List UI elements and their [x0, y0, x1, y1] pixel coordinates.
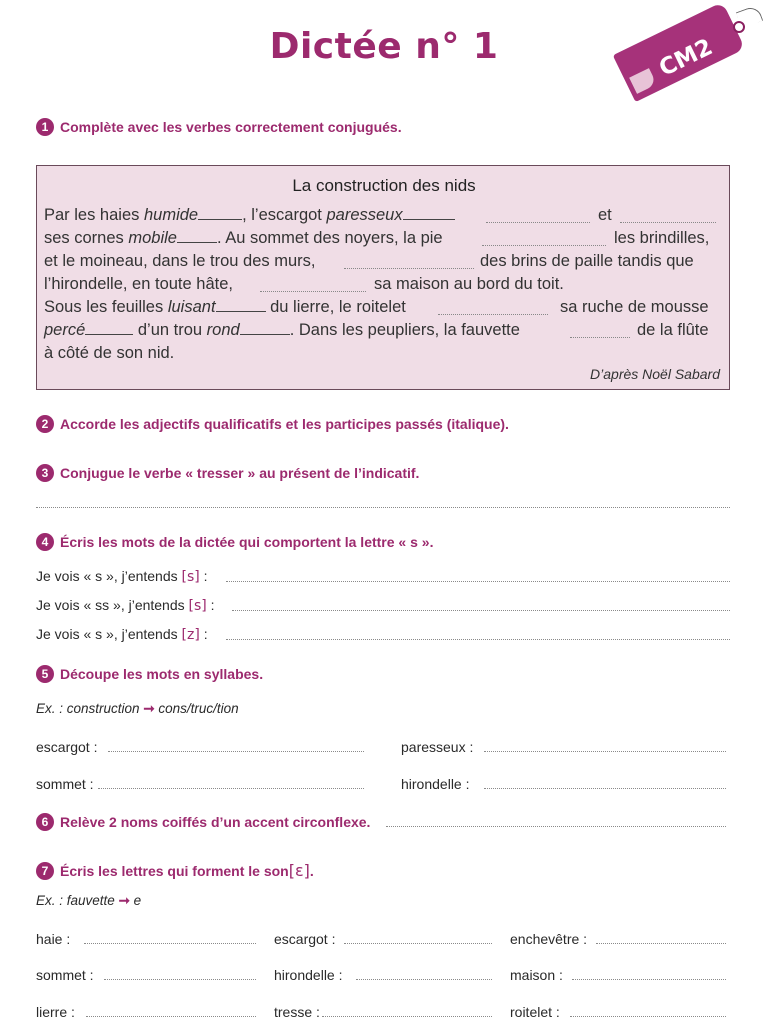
verb-blank[interactable]	[260, 279, 366, 292]
question-5	[36, 665, 263, 683]
line-label: Je vois « s », j’entends	[36, 568, 182, 584]
word-label: hirondelle :	[401, 776, 470, 792]
tag-hole	[733, 21, 745, 33]
example	[36, 893, 141, 909]
verb-blank[interactable]	[438, 302, 548, 315]
s-line-3	[36, 626, 208, 643]
question-text: Accorde les adjectifs qualificatifs et les participes passés (italique).	[60, 416, 509, 432]
question-number: 5	[36, 665, 54, 683]
answer-line[interactable]	[232, 610, 730, 611]
text-line-7: à côté de son nid.	[44, 344, 175, 362]
text-line-1	[44, 206, 455, 225]
ending-blank[interactable]	[177, 230, 217, 243]
italic-word: paresseux	[326, 206, 403, 224]
question-number: 7	[36, 862, 54, 880]
answer-line[interactable]	[108, 751, 364, 752]
text-segment: les brindilles,	[614, 229, 710, 247]
question-2	[36, 415, 509, 433]
ending-blank[interactable]	[85, 322, 133, 335]
example-answer: e	[133, 893, 142, 908]
verb-blank[interactable]	[482, 233, 606, 246]
text-segment: d’un trou	[133, 321, 207, 339]
line-colon: :	[199, 568, 208, 584]
text-segment: de la flûte	[637, 321, 709, 339]
example-answer: cons/truc/tion	[158, 701, 239, 716]
answer-line[interactable]	[572, 979, 726, 980]
ending-blank[interactable]	[240, 322, 290, 335]
example-word: Ex. : fauvette	[36, 893, 115, 908]
word-label: paresseux :	[401, 739, 474, 755]
line-label: Je vois « ss », j’entends	[36, 597, 189, 613]
line-label: Je vois « s », j’entends	[36, 626, 182, 642]
text-segment: . Dans les peupliers, la fauvette	[289, 321, 520, 339]
answer-line[interactable]	[226, 581, 730, 582]
question-7	[36, 861, 314, 880]
question-number: 4	[36, 533, 54, 551]
text-segment: Sous les feuilles	[44, 298, 168, 316]
arrow-icon: ➞	[118, 893, 130, 908]
phoneme: [z]	[181, 627, 200, 643]
verb-blank[interactable]	[486, 210, 590, 223]
text-segment: du lierre, le roitelet	[265, 298, 406, 316]
question-1	[36, 118, 402, 136]
word-label: enchevêtre :	[510, 931, 588, 947]
question-text: Découpe les mots en syllabes.	[60, 666, 264, 682]
answer-line[interactable]	[84, 943, 256, 944]
answer-line[interactable]	[484, 751, 726, 752]
text-segment: , l’escargot	[242, 206, 327, 224]
phoneme: [ɛ]	[288, 861, 310, 880]
question-number: 1	[36, 118, 54, 136]
text-line-2	[44, 229, 443, 248]
question-text: Écris les mots de la dictée qui comportent la lettre « s ».	[60, 534, 434, 550]
answer-line[interactable]	[596, 943, 726, 944]
ending-blank[interactable]	[216, 299, 266, 312]
dictation-title: La construction des nids	[292, 176, 476, 195]
text-segment: ses cornes	[44, 229, 129, 247]
word-label: sommet :	[36, 776, 94, 792]
question-end: .	[309, 862, 314, 879]
word-label: roitelet :	[510, 1004, 560, 1020]
question-number: 6	[36, 813, 54, 831]
word-label: hirondelle :	[274, 967, 343, 983]
word-label: sommet :	[36, 967, 94, 983]
grade-tag-label: CM2	[655, 34, 717, 82]
word-label: tresse :	[274, 1004, 320, 1020]
text-line-3: et le moineau, dans le trou des murs,	[44, 252, 316, 270]
verb-blank[interactable]	[344, 256, 474, 269]
question-text: Écris les lettres qui forment le son	[60, 862, 289, 879]
word-label: lierre :	[36, 1004, 75, 1020]
arrow-icon: ➞	[143, 701, 155, 716]
word-label: haie :	[36, 931, 71, 947]
question-6	[36, 813, 370, 831]
question-text: Relève 2 noms coiffés d’un accent circonflexe.	[60, 814, 371, 830]
answer-line[interactable]	[344, 943, 492, 944]
phoneme: [s]	[181, 569, 200, 585]
verb-blank[interactable]	[620, 210, 716, 223]
answer-line[interactable]	[98, 788, 364, 789]
italic-word: rond	[206, 321, 240, 339]
text-segment: des brins de paille tandis que	[480, 252, 694, 270]
answer-line[interactable]	[86, 1016, 256, 1017]
answer-line[interactable]	[356, 979, 492, 980]
example	[36, 701, 239, 717]
ending-blank[interactable]	[198, 207, 242, 220]
page-title: Dictée n° 1	[269, 26, 499, 67]
s-line-1	[36, 568, 208, 585]
answer-line[interactable]	[104, 979, 256, 980]
italic-word: mobile	[128, 229, 177, 247]
text-line-6	[44, 321, 520, 340]
italic-word: humide	[143, 206, 199, 224]
line-colon: :	[199, 626, 208, 642]
word-label: escargot :	[274, 931, 336, 947]
answer-line[interactable]	[386, 826, 726, 827]
question-number: 3	[36, 464, 54, 482]
example-word: Ex. : construction	[36, 701, 140, 716]
italic-word: percé	[44, 321, 86, 339]
text-segment: Par les haies	[44, 206, 144, 224]
answer-line[interactable]	[484, 788, 726, 789]
text-segment: et	[598, 206, 612, 224]
verb-blank[interactable]	[570, 325, 630, 338]
italic-word: luisant	[167, 298, 216, 316]
answer-line[interactable]	[226, 639, 730, 640]
text-segment: sa ruche de mousse	[560, 298, 709, 316]
answer-line[interactable]	[570, 1016, 726, 1017]
s-line-2	[36, 597, 215, 614]
text-line-4: l’hirondelle, en toute hâte,	[44, 275, 233, 293]
ending-blank[interactable]	[403, 207, 455, 220]
word-label: maison :	[510, 967, 563, 983]
question-4	[36, 533, 433, 551]
question-number: 2	[36, 415, 54, 433]
word-label: escargot :	[36, 739, 98, 755]
question-text: Conjugue le verbe « tresser » au présent de l’indicatif.	[60, 465, 420, 481]
line-colon: :	[206, 597, 215, 613]
question-text: Complète avec les verbes correctement conjugués.	[60, 119, 402, 135]
text-line-5	[44, 298, 406, 317]
source-credit: D’après Noël Sabard	[590, 366, 720, 382]
answer-line[interactable]	[36, 507, 730, 508]
phoneme: [s]	[188, 598, 207, 614]
answer-line[interactable]	[322, 1016, 492, 1017]
question-3	[36, 464, 419, 482]
text-segment: sa maison au bord du toit.	[374, 275, 564, 293]
text-segment: . Au sommet des noyers, la pie	[216, 229, 443, 247]
